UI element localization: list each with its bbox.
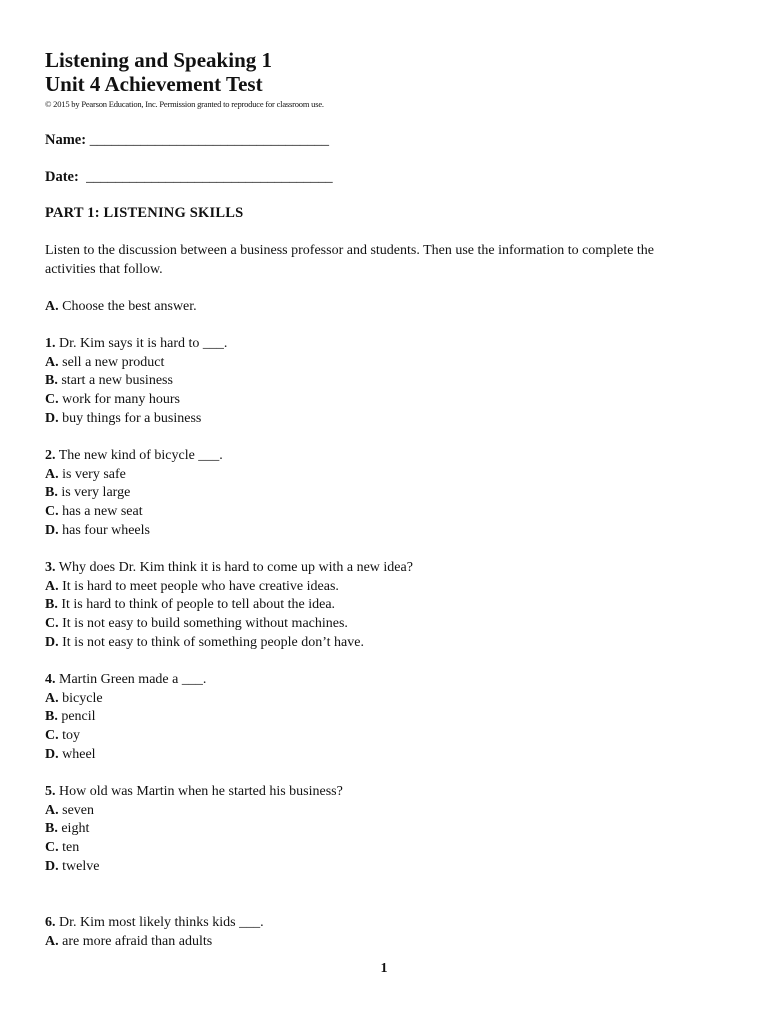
answer-option bbox=[45, 858, 343, 877]
answer-option bbox=[45, 820, 343, 839]
option-letter: C. bbox=[45, 840, 59, 856]
question-number: 1. bbox=[45, 336, 56, 351]
answer-option bbox=[45, 578, 413, 597]
option-letter: D. bbox=[45, 522, 59, 538]
option-letter: A. bbox=[45, 354, 59, 370]
question-number: 5. bbox=[45, 784, 56, 799]
section-a-letter: A. bbox=[45, 299, 59, 314]
answer-option bbox=[45, 708, 206, 727]
option-letter: D. bbox=[45, 634, 59, 650]
question-number: 4. bbox=[45, 672, 56, 687]
option-letter: D. bbox=[45, 858, 59, 874]
option-text: wheel bbox=[58, 746, 96, 762]
answer-option bbox=[45, 746, 206, 765]
answer-option bbox=[45, 466, 223, 485]
question-text: Martin Green made a ___. bbox=[55, 672, 207, 687]
part1-intro: Listen to the discussion between a business professor and students. Then use the information to complete the activities that follow. bbox=[45, 243, 655, 277]
option-letter: D. bbox=[45, 410, 59, 426]
answer-option bbox=[45, 933, 264, 952]
option-text: It is hard to think of people to tell about the idea. bbox=[57, 597, 336, 613]
option-text: twelve bbox=[58, 858, 100, 874]
answer-option bbox=[45, 727, 206, 746]
option-text: is very large bbox=[57, 485, 131, 501]
option-letter: B. bbox=[45, 373, 58, 389]
section-a-text: Choose the best answer. bbox=[58, 299, 197, 314]
question-stem bbox=[45, 671, 206, 690]
answer-option bbox=[45, 372, 227, 391]
option-letter: A. bbox=[45, 690, 59, 706]
document-title-line1: Listening and Speaking 1 bbox=[45, 48, 273, 72]
question-text: Dr. Kim says it is hard to ___. bbox=[55, 336, 228, 351]
option-text: buy things for a business bbox=[58, 410, 202, 426]
answer-option bbox=[45, 503, 223, 522]
option-text: toy bbox=[58, 728, 81, 744]
answer-option bbox=[45, 522, 223, 541]
option-letter: C. bbox=[45, 392, 59, 408]
answer-option bbox=[45, 410, 227, 429]
option-letter: B. bbox=[45, 821, 58, 837]
copyright-notice: © 2015 by Pearson Education, Inc. Permission granted to reproduce for classroom use. bbox=[45, 99, 324, 109]
option-letter: B. bbox=[45, 597, 58, 613]
document-page bbox=[45, 48, 725, 949]
question-6 bbox=[45, 914, 264, 951]
section-a-instruction bbox=[45, 298, 197, 317]
option-letter: A. bbox=[45, 933, 59, 949]
option-text: bicycle bbox=[58, 690, 103, 706]
answer-option bbox=[45, 615, 413, 634]
date-blank: __________________________________ bbox=[86, 169, 333, 185]
option-text: sell a new product bbox=[58, 354, 165, 370]
answer-option bbox=[45, 484, 223, 503]
answer-option bbox=[45, 596, 413, 615]
option-text: work for many hours bbox=[58, 392, 180, 408]
option-text: is very safe bbox=[58, 466, 126, 482]
option-text: has four wheels bbox=[58, 522, 150, 538]
question-3 bbox=[45, 559, 413, 653]
question-1 bbox=[45, 335, 227, 429]
name-field bbox=[45, 132, 329, 149]
option-letter: B. bbox=[45, 709, 58, 725]
question-stem bbox=[45, 559, 413, 578]
question-stem bbox=[45, 335, 227, 354]
option-letter: D. bbox=[45, 746, 59, 762]
answer-option bbox=[45, 839, 343, 858]
option-text: It is hard to meet people who have creative ideas. bbox=[58, 578, 339, 594]
option-letter: B. bbox=[45, 485, 58, 501]
name-blank: _________________________________ bbox=[89, 132, 329, 148]
option-text: has a new seat bbox=[58, 504, 143, 520]
answer-option bbox=[45, 634, 413, 653]
name-label: Name: bbox=[45, 132, 87, 148]
question-number: 2. bbox=[45, 448, 56, 463]
question-stem bbox=[45, 447, 223, 466]
date-label: Date: bbox=[45, 169, 79, 185]
answer-option bbox=[45, 690, 206, 709]
question-2 bbox=[45, 447, 223, 541]
option-text: start a new business bbox=[57, 373, 173, 389]
option-letter: A. bbox=[45, 802, 59, 818]
option-letter: A. bbox=[45, 466, 59, 482]
date-field bbox=[45, 169, 333, 186]
option-text: pencil bbox=[57, 709, 96, 725]
question-4 bbox=[45, 671, 206, 765]
document-title-line2: Unit 4 Achievement Test bbox=[45, 72, 263, 96]
option-letter: C. bbox=[45, 616, 59, 632]
option-text: ten bbox=[58, 840, 80, 856]
question-text: The new kind of bicycle ___. bbox=[55, 448, 223, 463]
question-number: 3. bbox=[45, 560, 56, 575]
question-text: Dr. Kim most likely thinks kids ___. bbox=[55, 915, 264, 930]
option-letter: C. bbox=[45, 504, 59, 520]
answer-option bbox=[45, 391, 227, 410]
question-stem bbox=[45, 914, 264, 933]
option-letter: A. bbox=[45, 578, 59, 594]
question-text: Why does Dr. Kim think it is hard to come up with a new idea? bbox=[55, 560, 413, 575]
answer-option bbox=[45, 802, 343, 821]
option-text: seven bbox=[58, 802, 95, 818]
option-text: eight bbox=[57, 821, 90, 837]
question-5 bbox=[45, 783, 343, 877]
option-text: It is not easy to build something without machines. bbox=[58, 616, 348, 632]
question-stem bbox=[45, 783, 343, 802]
part1-heading: PART 1: LISTENING SKILLS bbox=[45, 205, 244, 221]
option-text: It is not easy to think of something people don’t have. bbox=[58, 634, 364, 650]
answer-option bbox=[45, 354, 227, 373]
page-number: 1 bbox=[380, 961, 388, 976]
option-text: are more afraid than adults bbox=[58, 933, 213, 949]
option-letter: C. bbox=[45, 728, 59, 744]
question-text: How old was Martin when he started his business? bbox=[55, 784, 343, 799]
question-number: 6. bbox=[45, 915, 56, 930]
